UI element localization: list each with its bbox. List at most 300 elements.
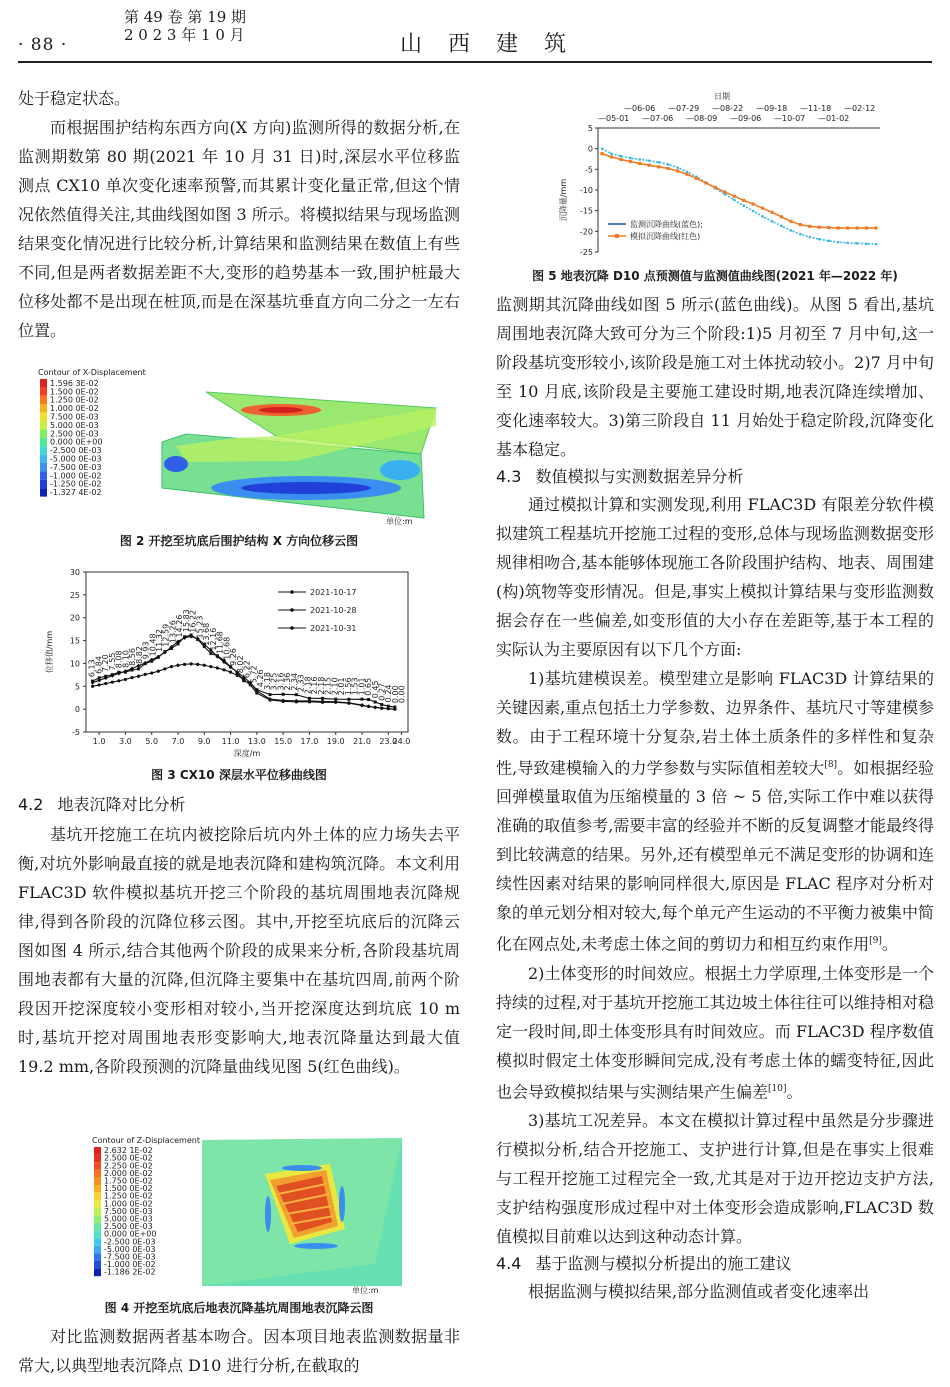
data-point [131, 669, 134, 672]
data-point [190, 662, 193, 665]
data-point [255, 688, 258, 691]
legend-value: 1.000 0E-02 [104, 1199, 153, 1209]
y-tick-label: -25 [579, 248, 593, 257]
data-point [190, 633, 193, 636]
x-tick-label-bottom: —09-06 [730, 114, 762, 123]
legend-swatch [40, 471, 47, 479]
data-point [837, 241, 840, 244]
data-label: 0.24 [384, 684, 394, 703]
data-point [91, 685, 94, 688]
data-point [695, 177, 698, 180]
legend-value: 1.596 3E-02 [50, 378, 99, 388]
legend-value: 2.500 0E-02 [104, 1153, 153, 1163]
data-point [104, 675, 107, 678]
y-tick-label: 0 [74, 705, 80, 715]
x-axis-label: 深度/m [233, 749, 261, 758]
data-point [150, 660, 153, 663]
data-label: 6.84 [94, 656, 104, 674]
data-label: 2.10 [330, 677, 340, 696]
legend-value: 0.000 0E+00 [50, 437, 103, 447]
paragraph: 对比监测数据两者基本吻合。因本项目地表监测数据量非常大,以典型地表沉降点 D10 进行分析,在截取的 [18, 1327, 460, 1375]
data-point [827, 240, 830, 243]
data-point [117, 671, 120, 674]
x-tick-label: 9.0 [197, 737, 211, 746]
data-point [600, 152, 603, 155]
legend-swatch [94, 1185, 101, 1193]
legend-value: -7.500 0E-03 [50, 462, 102, 472]
figure-4-contour [90, 1134, 406, 1294]
data-label: 0.45 [370, 680, 380, 699]
legend-value: 2.500 0E-03 [104, 1222, 153, 1232]
data-label: 9.93 [141, 641, 151, 660]
data-point [124, 671, 127, 674]
data-point [865, 226, 868, 229]
data-point [203, 664, 206, 667]
data-label: 0.27 [377, 682, 387, 701]
legend-value: -5.000 0E-03 [50, 454, 102, 464]
data-point [733, 195, 736, 198]
data-point [648, 159, 651, 162]
data-point [163, 667, 166, 670]
legend-swatch [94, 1238, 101, 1246]
data-label: 4.26 [256, 669, 266, 688]
page-number: · 88 · [18, 35, 68, 55]
data-label: 1.56 [343, 677, 353, 696]
data-point [229, 671, 232, 674]
data-point [111, 681, 114, 684]
data-point [780, 225, 783, 228]
paragraph: 处于稳定状态。 [18, 89, 131, 108]
volume-issue: 第 49 卷 第 19 期 [124, 8, 247, 26]
paragraph: 基坑开挖施工在坑内被挖除后坑内外土体的应力场失去平衡,对坑外影响最直接的就是地表沉降和建构筑沉降。本文利用 FLAC3D 软件模拟基坑开挖三个阶段的基坑周围地表沉降规律,得到各阶段的沉降位移云图。其中,开挖至坑底后的沉降云图如图 4 所示,结合其他两个阶段的成果来分析,各阶段基坑周围地表都有大量的沉降,但沉降主要集中在基坑四周,前两个阶段因开挖深度较小变形相对较小,当开挖深度达到坑底 10 m 时,基坑开挖对周围地表形变影响大,地表沉降量达到最大值 19.2 mm,各阶段预测的沉降量曲线见图 5(红色曲线)。 [18, 825, 460, 1076]
data-point [117, 679, 120, 682]
legend-marker [290, 590, 294, 594]
data-point [657, 165, 660, 168]
fig4-legend-title: Contour of Z-Displacement [92, 1136, 200, 1145]
section-heading-4-2: 4.2 地表沉降对比分析 [18, 795, 186, 814]
data-point [137, 675, 140, 678]
legend-value: 1.250 0E-02 [50, 395, 99, 405]
legend-swatch [94, 1155, 101, 1163]
legend-label: 2021-10-31 [310, 624, 357, 633]
legend-swatch [40, 455, 47, 463]
section-heading-4-3: 4.3 数值模拟与实测数据差异分析 [496, 467, 744, 486]
data-point [761, 207, 764, 210]
figure-5-caption: 图 5 地表沉降 D10 点预测值与监测值曲线图(2021 年—2022 年) [532, 269, 898, 283]
data-point [124, 678, 127, 681]
data-label: 0.65 [364, 677, 374, 696]
data-point [380, 706, 384, 710]
data-point [667, 163, 670, 166]
y-axis-label: 位移值/mm [45, 630, 54, 674]
data-label: 13.68 [202, 622, 212, 646]
data-point [321, 697, 324, 700]
data-point [367, 698, 370, 701]
data-point [856, 242, 859, 245]
data-point [648, 164, 651, 167]
data-label: 0.00 [391, 685, 400, 704]
series-line [602, 149, 876, 244]
data-label: 8.82 [134, 646, 144, 664]
paragraph: 监测期其沉降曲线如图 5 所示(蓝色曲线)。从图 5 看出,基坑周围地表沉降大致可分为三个阶段:1)5 月初至 7 月中旬,这一阶段基坑变形较小,该阶段是施工对土体扰动较小。2)7 月中旬至 10 月底,该阶段是主要施工建设时期,地表沉降连续增加、变化速率较大。3)第三阶段自 11 月始处于稳定阶段,沉降变化基本稳定。 [496, 295, 934, 459]
y-tick-label: -10 [579, 186, 593, 195]
data-point [209, 652, 212, 655]
data-label: 2.34 [289, 672, 299, 691]
page-header [0, 0, 950, 64]
data-label: 14.26 [175, 614, 185, 638]
fig4-unit: 单位:m [352, 1286, 379, 1294]
data-point [144, 673, 147, 676]
data-point [685, 173, 688, 176]
legend-value: 1.750 0E-02 [104, 1176, 153, 1186]
data-point [780, 215, 783, 218]
legend-value: -1.250 0E-02 [50, 479, 102, 489]
data-label: 10.48 [148, 633, 158, 657]
legend-swatch [40, 396, 47, 404]
data-point [799, 223, 802, 226]
data-point [638, 158, 641, 161]
y-tick-label: -5 [585, 165, 593, 175]
data-point [137, 667, 140, 670]
legend-swatch [40, 446, 47, 454]
paragraph: 根据监测与模拟结果,部分监测值或者变化速率出 [528, 1281, 870, 1301]
left-column-bottom [18, 1322, 460, 1380]
data-point [374, 701, 377, 704]
data-point [818, 238, 821, 241]
legend-value: -1.000 0E-02 [50, 471, 102, 481]
legend-swatch [94, 1223, 101, 1231]
y-tick-label: 30 [69, 568, 80, 577]
legend-swatch [94, 1215, 101, 1223]
fig5-date-label: 日期 [714, 92, 730, 101]
x-tick-label: 11.0 [221, 737, 240, 746]
data-point [790, 229, 793, 232]
data-point [761, 215, 764, 218]
x-tick-label: 21.0 [353, 737, 371, 746]
data-label: 3.16 [276, 672, 286, 691]
data-label: 10.68 [222, 636, 232, 660]
data-point [242, 679, 245, 682]
data-point [98, 683, 101, 686]
data-label: 15.83 [181, 609, 191, 633]
data-point [216, 666, 219, 669]
x-tick-label-top: —09-18 [756, 104, 788, 113]
data-point [714, 186, 717, 189]
y-tick-label: -20 [579, 227, 593, 237]
left-column-top [18, 84, 460, 345]
legend-swatch [94, 1170, 101, 1178]
paragraph: 通过模拟计算和实测发现,利用 FLAC3D 有限差分软件模拟建筑工程基坑开挖施工过程的变形,总体与现场监测数据变形规律相吻合,基本能够体现施工各阶段围护结构、地表、周围建(构)筑物等变形情况。但是,事实上模拟计算结果与变形监测数据会存在一些偏差,如变形值的大小存在差距等,基于本工程的实际认为主要原因有以下几个方面: [496, 495, 934, 659]
y-tick-label: 10 [69, 659, 80, 669]
legend-label: 2021-10-28 [310, 606, 357, 615]
data-label: 2.16 [310, 676, 320, 695]
data-point [799, 233, 802, 236]
legend-value: 1.250 0E-02 [104, 1191, 153, 1201]
data-point [91, 680, 94, 683]
journal-title: 山西建筑 [400, 32, 593, 57]
legend-value: -1.000 0E-02 [104, 1260, 156, 1270]
data-point [771, 220, 774, 223]
data-point [667, 167, 670, 170]
data-point [347, 701, 351, 705]
data-point [733, 199, 736, 202]
data-point [269, 693, 272, 696]
data-point [809, 236, 812, 239]
x-tick-label: 3.0 [119, 737, 132, 746]
x-tick-label: 19.0 [326, 737, 345, 746]
x-tick-label: 17.0 [300, 737, 319, 746]
issue-date: 2 0 2 3 年 1 0 月 [124, 26, 245, 44]
legend-label-red: 模拟沉降曲线(红色) [630, 232, 701, 241]
data-label: 13.26 [168, 620, 178, 644]
data-point [742, 199, 745, 202]
y-tick-label: -5 [72, 728, 80, 737]
figure-5-chart [556, 90, 886, 260]
data-point [373, 705, 377, 709]
data-point [837, 226, 840, 229]
left-column-mid [18, 792, 460, 1081]
legend-label: 2021-10-17 [310, 588, 357, 597]
x-tick-label-top: —11-18 [800, 104, 832, 113]
paragraph: 3)基坑工况差异。本文在模拟计算过程中虽然是分步骤进行模拟分析,结合开挖施工、支护进行计算,但是在事实上很难与工程开挖施工过程完全一致,尤其是对于边开挖边支护方法,支护结构强度形成过程中对土体变形会造成影响,FLAC3D 数值模拟目前难以达到这种动态计算。 [496, 1110, 934, 1246]
legend-value: -5.000 0E-03 [104, 1244, 156, 1254]
data-point [176, 664, 179, 667]
data-point [183, 663, 186, 666]
legend-swatch [94, 1208, 101, 1216]
legend-swatch [40, 438, 47, 446]
data-point [360, 703, 364, 707]
x-tick-label-bottom: —10-07 [774, 114, 806, 123]
data-point [601, 147, 604, 150]
data-point [752, 202, 755, 205]
paragraph: 而根据围护结构东西方向(X 方向)监测所得的数据分析,在监测期数第 80 期(2021 年 10 月 31 日)时,深层水平位移监测点 CX10 单次变化速率预警,而其累计变化量正常,但这个情况依然值得关注,其曲线图如图 3 所示。将模拟结果与现场监测结果变化情况进行比较分析,计算结果和监测结果在数值上有些不同,但是两者数据差距不大,变形的趋势基本一致,围护桩最大位移处都不是出现在桩顶,而是在深基坑垂直方向二分之一左右位置。 [18, 118, 460, 340]
y-tick-label: -15 [579, 206, 593, 216]
legend-value: 2.632 1E-02 [104, 1146, 153, 1156]
legend-swatch [94, 1231, 101, 1239]
legend-value: -1.186 2E-02 [104, 1267, 156, 1277]
legend-swatch [40, 480, 47, 488]
data-point [104, 682, 107, 685]
data-point [676, 166, 679, 169]
fig2-legend-title: Contour of X-Displacement [38, 368, 146, 377]
data-label: 3.18 [262, 671, 272, 690]
data-point [150, 671, 153, 674]
legend-marker [290, 626, 294, 630]
data-point [308, 697, 311, 700]
data-point [347, 698, 350, 701]
data-point [742, 204, 745, 207]
x-tick-label-bottom: —01-02 [818, 114, 850, 123]
data-label: 0.00 [397, 685, 407, 704]
data-point [818, 226, 821, 229]
data-point [380, 703, 383, 706]
data-point [170, 665, 173, 668]
data-label: 15.23 [195, 615, 205, 639]
legend-value: 1.000 0E-02 [50, 404, 99, 414]
data-point [196, 663, 199, 666]
legend-value: 1.500 0E-02 [50, 387, 99, 397]
x-tick-label-bottom: —08-09 [686, 114, 718, 123]
legend-swatch [40, 404, 47, 412]
legend-value: -2.500 0E-03 [104, 1237, 156, 1247]
figure-2-caption: 图 2 开挖至坑底后围护结构 X 方向位移云图 [119, 534, 359, 548]
data-point [361, 698, 364, 701]
data-label: 6.13 [87, 659, 97, 678]
data-label: 8.02 [235, 655, 245, 674]
legend-swatch [40, 463, 47, 471]
x-tick-label: 23.0 [379, 737, 398, 746]
data-point [874, 226, 877, 229]
paragraph: 1)基坑建模误差。模型建立是影响 FLAC3D 计算结果的关键因素,重点包括土力学参数、边界条件、基坑尺寸等建模参数。由于工程环境十分复杂,岩土体土质条件的多样性和复杂性,导致建模输入的力学参数与实际值相差较大[8]。如根据经验回弹模量取值为压缩模量的 3 倍 ~ 5 倍,实际工作中难以获得准确的取值参考,需要丰富的经验并不断的反复调整才能最终得到比较满意的结果。另外,还有模型单元不满足变形的协调和连续性因素对结果的影响同样很大,原因是 FLAC 程序对分析对象的单元划分相对较大,每个单元产生运动的不平衡力被集中简化在网点处,未考虑土体之间的剪切力和相互约束作用[9]。 [496, 669, 934, 954]
legend-marker-red [615, 234, 619, 238]
x-tick-label-bottom: —07-06 [642, 114, 674, 123]
right-column [496, 290, 934, 1306]
data-point [856, 226, 859, 229]
legend-swatch [94, 1162, 101, 1170]
paragraph: 2)土体变形的时间效应。根据土力学原理,土体变形是一个持续的过程,对于基坑开挖施工其边坡土体往往可以维持相对稳定一段时间,即土体变形具有时间效应。而 FLAC3D 程序数值模拟时假定土体变形瞬间完成,没有考虑土体的蠕变特征,因此也会导致模拟结果与实测结果产生偏差[10]。 [496, 963, 934, 1101]
legend-value: 5.000 0E-03 [104, 1214, 153, 1224]
legend-label-blue: 监测沉降曲线(蓝色); [630, 220, 703, 229]
data-point [367, 704, 371, 708]
data-label: 2.36 [283, 672, 293, 691]
data-point [704, 181, 707, 184]
data-point [393, 706, 396, 709]
data-point [620, 155, 623, 158]
data-point [629, 160, 632, 163]
legend-swatch [94, 1147, 101, 1155]
data-label: 9.26 [229, 648, 239, 666]
legend-value: 7.500 0E-03 [104, 1206, 153, 1216]
x-tick-label: 24.0 [392, 737, 411, 746]
legend-swatch [40, 421, 47, 429]
x-tick-label: 15.0 [274, 737, 293, 746]
header-rule [18, 61, 932, 63]
data-label: 12.59 [161, 623, 171, 647]
legend-swatch [94, 1269, 101, 1277]
legend-swatch [94, 1261, 101, 1269]
data-label: 8.08 [114, 650, 124, 669]
legend-value: 2.500 0E-03 [50, 429, 99, 439]
data-label: 16.22 [188, 609, 198, 633]
legend-value: -2.500 0E-03 [50, 446, 102, 456]
y-tick-label: 5 [587, 124, 593, 133]
data-point [723, 190, 726, 193]
figure-3-chart [40, 558, 458, 758]
legend-swatch [94, 1253, 101, 1261]
x-tick-label-bottom: —05-01 [598, 114, 630, 123]
data-point [638, 162, 641, 165]
figure-3-caption: 图 3 CX10 深层水平位移曲线图 [151, 768, 327, 782]
data-point [619, 158, 622, 161]
x-tick-label-top: —08-22 [712, 104, 744, 113]
data-label: 1.01 [357, 677, 367, 696]
data-label: 8.56 [128, 648, 138, 666]
x-tick-label-top: —02-12 [844, 104, 876, 113]
data-label: 2.33 [296, 674, 306, 693]
data-label: 1.53 [350, 677, 360, 696]
legend-swatch [40, 429, 47, 437]
legend-value: 1.500 0E-02 [104, 1184, 153, 1194]
data-label: 11.68 [215, 631, 225, 655]
x-tick-label: 13.0 [247, 737, 266, 746]
legend-value: -1.327 4E-02 [50, 488, 102, 498]
series-line [602, 154, 876, 228]
data-point [387, 705, 390, 708]
data-point [865, 242, 868, 245]
legend-swatch [40, 488, 47, 496]
data-point [846, 226, 849, 229]
volume-info [124, 8, 246, 44]
data-label: 5.72 [249, 665, 259, 684]
y-tick-label: 25 [69, 590, 80, 600]
data-label: 7.20 [101, 654, 111, 673]
data-point [282, 693, 285, 696]
data-label: 2.18 [316, 676, 326, 695]
legend-value: 2.250 0E-02 [104, 1161, 153, 1171]
data-point [846, 242, 849, 245]
data-label: 11.32 [155, 628, 164, 652]
fig2-unit: 单位:m [386, 517, 413, 526]
data-point [770, 211, 773, 214]
data-label: 3.25 [269, 672, 279, 691]
x-tick-label: 5.0 [145, 737, 159, 746]
data-point [144, 662, 147, 665]
data-label: 8.10 [121, 650, 131, 668]
x-tick-label: 7.0 [171, 737, 185, 746]
data-point [111, 673, 114, 676]
data-point [808, 225, 811, 228]
data-point [157, 670, 160, 673]
section-heading-4-4: 4.4 基于监测与模拟分析提出的施工建议 [496, 1253, 792, 1273]
y-tick-label: 15 [69, 636, 80, 646]
x-tick-label: 1.0 [92, 737, 106, 746]
legend-swatch [40, 379, 47, 387]
data-point [789, 220, 792, 223]
figure-2-contour [36, 366, 446, 526]
legend-swatch [94, 1200, 101, 1208]
legend-value: 7.500 0E-03 [50, 412, 99, 422]
data-point [610, 155, 613, 158]
data-label: 12.16 [208, 627, 218, 651]
data-point [130, 676, 133, 679]
legend-value: 0.000 0E+00 [104, 1229, 157, 1239]
data-point [209, 665, 212, 668]
data-point [875, 243, 878, 246]
data-label: 2.18 [303, 676, 313, 695]
y-tick-label: 5 [74, 682, 80, 692]
y-tick-label: 20 [69, 613, 80, 623]
data-point [98, 676, 101, 679]
data-point [610, 152, 613, 155]
data-point [334, 698, 337, 701]
data-label: 7.55 [107, 652, 117, 671]
legend-swatch [94, 1246, 101, 1254]
legend-swatch [40, 413, 47, 421]
legend-value: 2.000 0E-02 [104, 1168, 153, 1178]
legend-marker [290, 608, 294, 612]
data-label: 2.01 [337, 677, 347, 696]
data-point [657, 161, 660, 164]
figure-4-caption: 图 4 开挖至坑底后地表沉降基坑周围地表沉降云图 [104, 1301, 374, 1315]
data-point [676, 169, 679, 172]
legend-swatch [94, 1177, 101, 1185]
data-point [752, 210, 755, 213]
x-tick-label-top: —07-29 [668, 104, 700, 113]
legend-swatch [40, 387, 47, 395]
data-label: 2.15 [323, 676, 333, 695]
data-point [222, 668, 225, 671]
legend-value: 5.000 0E-03 [50, 420, 99, 430]
